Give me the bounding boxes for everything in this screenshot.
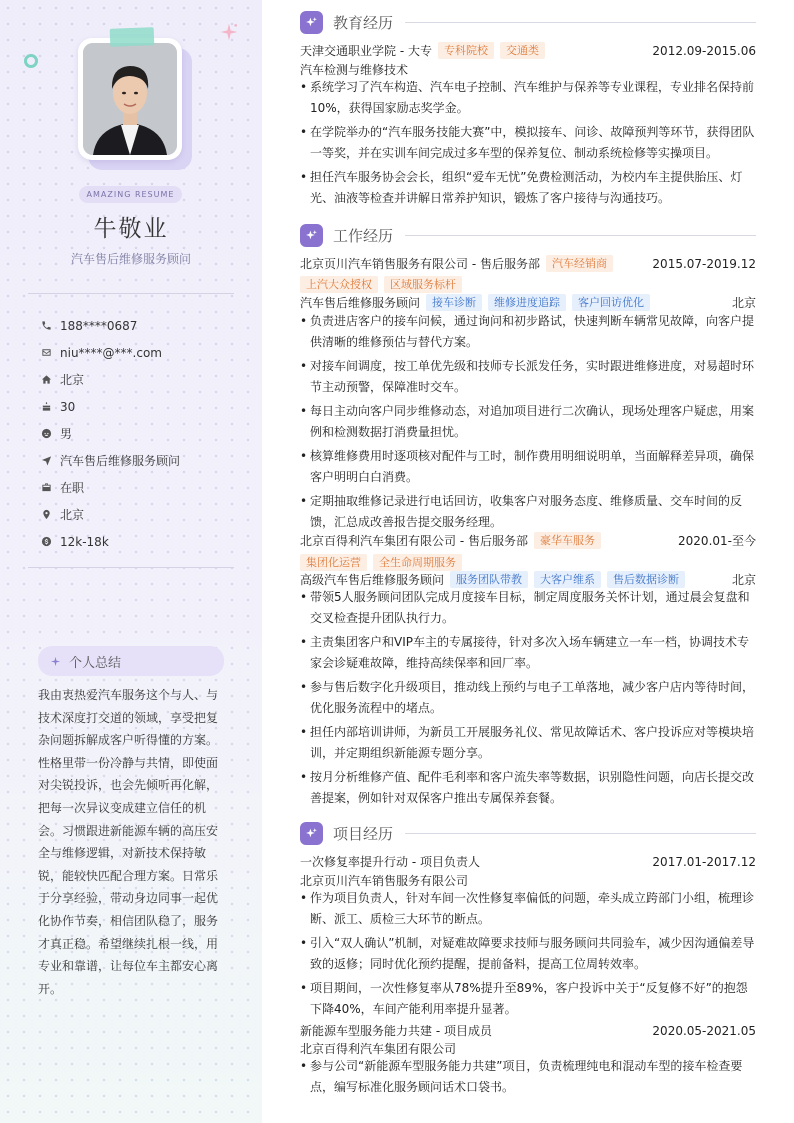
sparkle-icon: [50, 656, 61, 667]
cake-icon: [40, 401, 52, 413]
section-header-education: [300, 11, 756, 34]
section-title: 教育经历: [333, 14, 394, 32]
project-bullets: [300, 888, 756, 1023]
company-tag: 上汽大众授权: [300, 276, 378, 293]
list-item: • 每日主动向客户同步维修动态，对追加项目进行二次确认，现场处理客户疑虑，用案例和检测数据打消费量担忧。: [300, 401, 756, 443]
list-item: • 负责进店客户的接车问候，通过询问和初步路试，快速判断车辆常见故障，向客户提供清晰的维修预估与替代方案。: [300, 311, 756, 353]
list-item: • 作为项目负责人，针对车间一次性修复率偏低的问题，牵头成立跨部门小组，梳理诊断、派工、质检三大环节的断点。: [300, 888, 756, 930]
job-role: 高级汽车售后维修服务顾问: [300, 573, 445, 587]
decorative-ring: [24, 54, 38, 68]
job-bullets: [300, 311, 756, 536]
project-name: 一次修复率提升行动 - 项目负责人: [300, 855, 480, 869]
list-item: • 带领5人服务顾问团队完成月度接车目标，制定周度服务关怀计划，通过晨会复盘和交叉检查提升团队执行力。: [300, 587, 756, 629]
company-tag: 集团化运营: [300, 554, 367, 571]
skill-tag: 维修进度追踪: [488, 294, 566, 311]
sparkle-icon: [300, 11, 323, 34]
list-item: • 在学院举办的“汽车服务技能大赛”中，模拟接车、问诊、故障预判等环节，获得团队一等奖，并在实训车间完成过多车型的保养复位、制动系统检修等实操项目。: [300, 122, 756, 164]
skill-tag: 接车诊断: [426, 294, 482, 311]
home-icon: [40, 374, 52, 386]
briefcase-icon: [40, 482, 52, 494]
section-header-projects: [300, 822, 756, 845]
project-org: 北京百得利汽车集团有限公司: [300, 1042, 457, 1056]
education-header: [300, 41, 756, 60]
job-header: [300, 531, 756, 550]
send-icon: [40, 455, 52, 467]
contact-info-list: [40, 312, 180, 555]
school-name: 天津交通职业学院 - 大专: [300, 44, 432, 58]
skill-tag: 服务团队带教: [450, 571, 528, 588]
sparkle-icon: [219, 22, 239, 42]
company-tag: 全生命周期服务: [373, 554, 462, 571]
skill-tag: 大客户维系: [534, 571, 601, 588]
list-item: • 参与公司“新能源车型服务能力共建”项目，负责梳理纯电和混动车型的接车检查要点，编写标准化服务顾问话术口袋书。: [300, 1056, 756, 1098]
sidebar: [0, 0, 262, 1123]
date-range: 2012.09-2015.06: [652, 43, 756, 58]
section-title: 项目经历: [333, 825, 394, 843]
job-role: 汽车售后维修服务顾问: [300, 296, 421, 310]
mail-icon: [40, 347, 52, 359]
major: 汽车检测与维修技术: [300, 63, 409, 77]
candidate-title: 汽车售后维修服务顾问: [70, 252, 191, 266]
project-name: 新能源车型服务能力共建 - 项目成员: [300, 1024, 492, 1038]
company-tag: 区域服务标杆: [384, 276, 462, 293]
skill-tag: 售后数据诊断: [607, 571, 685, 588]
list-item: • 核算维修费用时逐项核对配件与工时，制作费用明细说明单，当面解释差异项，确保客户明明白白消费。: [300, 446, 756, 488]
info-target-city: 北京: [40, 501, 180, 528]
section-header-work: [300, 224, 756, 247]
info-email: niu****@***.com: [40, 339, 180, 366]
project-header: [300, 852, 756, 871]
summary-text: 我由衷热爱汽车服务这个与人、与技术深度打交道的领域，享受把复杂问题拆解成客户听得懂的方案。性格里带一份冷静与共情，即使面对尖锐投诉，也会先倾听再化解，把每一次异议变成建立信任的机会。习惯跟进新能源车辆的高压安全与维修逻辑，对新技术保持敏锐，能较快匹配合理方案。日常乐于分享经验，带动身边同事一起优化协作节奏，相信团队稳了，服务才真正稳。希望继续扎根一线，用专业和靠谱，让每位车主都安心离开。: [38, 688, 219, 996]
date-range: 2020.01-至今: [678, 534, 756, 548]
job-header: [300, 254, 756, 273]
summary-heading: 个人总结: [38, 646, 224, 676]
phone-icon: [40, 320, 52, 332]
info-target-position: 汽车售后维修服务顾问: [40, 447, 180, 474]
list-item: • 对接车间调度，按工单优先级和技师专长派发任务，实时跟进维修进度，对易超时环节主动预警，保障准时交车。: [300, 356, 756, 398]
school-tag: 交通类: [500, 42, 545, 59]
list-item: • 按月分析维修产值、配件毛利率和客户流失率等数据，识别隐性问题，向店长提交改善提案，例如针对双保客户推出专属保养套餐。: [300, 767, 756, 809]
location-pin-icon: [40, 509, 52, 521]
divider: [28, 293, 234, 294]
resume-badge: AMAZING RESUME: [79, 186, 182, 203]
skill-tag: 客户回访优化: [572, 294, 650, 311]
date-range: 2015.07-2019.12: [652, 256, 756, 271]
education-bullets: [300, 77, 756, 212]
list-item: • 主责集团客户和VIP车主的专属接待，针对多次入场车辆建立一车一档，协调技术专家会诊疑难故障，维持高续保率和回厂率。: [300, 632, 756, 674]
job-city: 北京: [731, 296, 756, 310]
sparkle-icon: [300, 224, 323, 247]
school-tag: 专科院校: [438, 42, 494, 59]
photo-tape: [110, 27, 155, 47]
list-item: • 定期抽取维修记录进行电话回访，收集客户对服务态度、维修质量、交车时间的反馈，汇总成改善报告提交服务经理。: [300, 491, 756, 533]
list-item: • 担任汽车服务协会会长，组织“爱车无忧”免费检测活动，为校内车主提供胎压、灯光、油液等检查并讲解日常养护知识，锻炼了客户接待与沟通技巧。: [300, 167, 756, 209]
job-bullets: [300, 587, 756, 812]
info-status: 在职: [40, 474, 180, 501]
divider: [28, 567, 234, 568]
date-range: 2017.01-2017.12: [652, 854, 756, 869]
company-tag: 汽车经销商: [546, 255, 613, 272]
info-phone: 188****0687: [40, 312, 180, 339]
sparkle-icon: [300, 822, 323, 845]
job-city: 北京: [731, 573, 756, 587]
list-item: • 项目期间，一次性修复率从78%提升至89%，客户投诉中关于“反复修不好”的抱怨下降40%，车间产能利用率提升显著。: [300, 978, 756, 1020]
info-salary: 12k-18k: [40, 528, 180, 555]
gender-icon: [40, 428, 52, 440]
list-item: • 参与售后数字化升级项目，推动线上预约与电子工单落地，减少客户店内等待时间，优化服务流程中的堵点。: [300, 677, 756, 719]
project-bullets: [300, 1056, 756, 1101]
company-name: 北京页川汽车销售服务有限公司 - 售后服务部: [300, 257, 540, 271]
project-org: 北京页川汽车销售服务有限公司: [300, 874, 469, 888]
salary-icon: [40, 536, 52, 548]
section-title: 工作经历: [333, 227, 394, 245]
avatar: [78, 38, 182, 160]
company-tags: [300, 275, 756, 294]
date-range: 2020.05-2021.05: [652, 1023, 756, 1038]
list-item: • 担任内部培训讲师，为新员工开展服务礼仪、常见故障话术、客户投诉应对等模块培训，并定期组织新能源专题分享。: [300, 722, 756, 764]
candidate-name: 牛敬业: [93, 216, 169, 242]
company-name: 北京百得利汽车集团有限公司 - 售后服务部: [300, 534, 528, 548]
company-tag: 豪华车服务: [534, 532, 601, 549]
list-item: • 引入“双人确认”机制，对疑难故障要求技师与服务顾问共同验车，减少因沟通偏差导致的返修；同时优化预约提醒，提前备料，提高工位周转效率。: [300, 933, 756, 975]
job-role-row: [300, 293, 756, 312]
info-location: 北京: [40, 366, 180, 393]
profile-photo: [83, 43, 177, 155]
info-gender: 男: [40, 420, 180, 447]
list-item: • 系统学习了汽车构造、汽车电子控制、汽车维护与保养等专业课程，专业排名保持前10%，获得国家励志奖学金。: [300, 77, 756, 119]
project-header: [300, 1021, 756, 1040]
info-age: 30: [40, 393, 180, 420]
